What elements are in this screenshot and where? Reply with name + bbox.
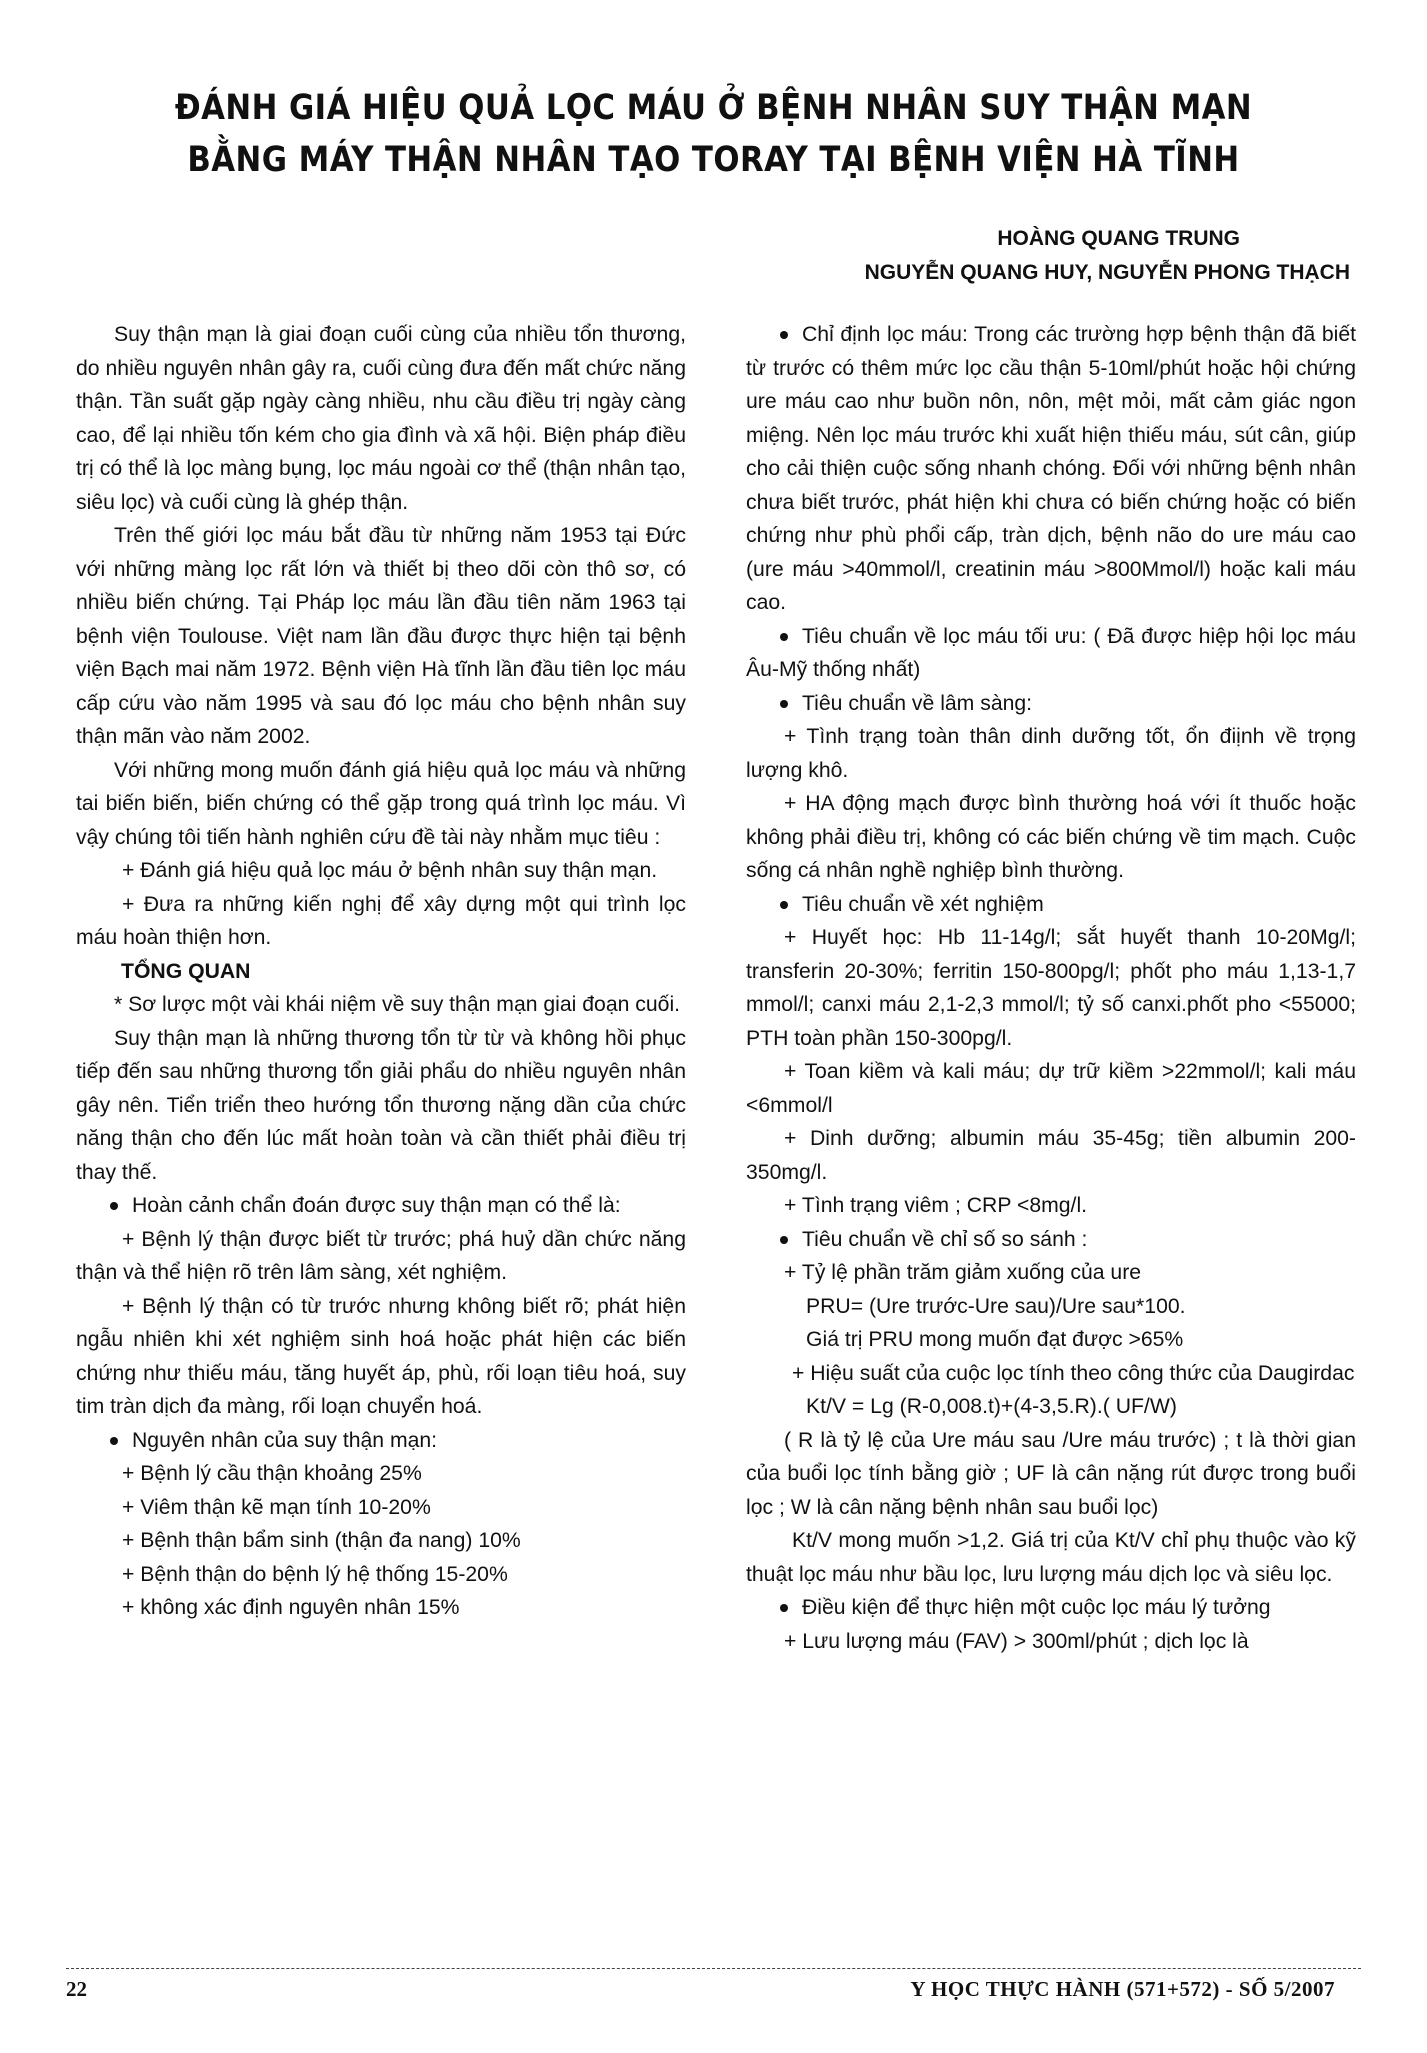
bullet-item: Nguyên nhân của suy thận mạn: bbox=[76, 1424, 686, 1458]
paragraph: + Tình trạng viêm ; CRP <8mg/l. bbox=[784, 1194, 1088, 1217]
paragraph: Kt/V mong muốn >1,2. Giá trị của Kt/V chỉ phụ thuộc vào kỹ thuật lọc máu như bầu lọc, lưu lượng máu dịch lọc và siêu lọc. bbox=[746, 1529, 1356, 1586]
paragraph: Suy thận mạn là giai đoạn cuối cùng của nhiều tổn thương, do nhiều nguyên nhân gây ra, cuối cùng đưa đến mất chức năng thận. Tần suất gặp ngày càng nhiều, nhu cầu điều trị ngày càng cao, để lại nhiều tốn kém cho gia đình và xã hội. Biện pháp điều trị có thể là lọc màng bụng, lọc máu ngoài cơ thể (thận nhân tạo, siêu lọc) và cuối cùng là ghép thận. bbox=[76, 323, 686, 514]
paragraph: * Sơ lược một vài khái niệm về suy thận mạn giai đoạn cuối. bbox=[114, 993, 681, 1016]
bullet-item: Tiêu chuẩn về lâm sàng: bbox=[746, 687, 1356, 721]
paragraph: + Tỷ lệ phần trăm giảm xuống của ure bbox=[784, 1261, 1142, 1284]
paragraph: + Hiệu suất của cuộc lọc tính theo công thức của Daugirdac bbox=[792, 1361, 1355, 1385]
paragraph: + HA động mạch được bình thường hoá với ít thuốc hoặc không phải điều trị, không có các biến chứng về tim mạch. Cuộc sống cá nhân nghề nghiệp bình thường. bbox=[746, 792, 1356, 882]
paragraph: + Đưa ra những kiến nghị để xây dựng một qui trình lọc máu hoàn thiện hơn. bbox=[76, 892, 686, 949]
paragraph: + Lưu lượng máu (FAV) > 300ml/phút ; dịch lọc là bbox=[784, 1629, 1249, 1653]
list-item: + Bệnh thận bẩm sinh (thận đa nang) 10% bbox=[122, 1529, 521, 1552]
paragraph: Trên thế giới lọc máu bắt đầu từ những năm 1953 tại Đức với những màng lọc rất lớn và thiết bị theo dõi còn thô sơ, có nhiều biến chứng. Tại Pháp lọc máu lần đầu tiên năm 1963 tại bệnh viện Toulouse. Việt nam lần đầu được thực hiện tại bệnh viện Bạch mai năm 1972. Bệnh viện Hà tĩnh lần đầu tiên lọc máu cấp cứu vào năm 1995 và sau đó lọc máu cho bệnh nhân suy thận mãn vào năm 2002. bbox=[76, 524, 686, 748]
author-block bbox=[865, 222, 1350, 290]
article-title bbox=[86, 82, 1342, 186]
formula: Kt/V = Lg (R-0,008.t)+(4-3,5.R).( UF/W) bbox=[806, 1395, 1177, 1418]
paragraph: + Tình trạng toàn thân dinh dưỡng tốt, ổn điịnh về trọng lượng khô. bbox=[746, 725, 1356, 782]
bullet-icon bbox=[780, 1604, 788, 1612]
list-item: + không xác định nguyên nhân 15% bbox=[122, 1596, 460, 1619]
list-item: + Bệnh thận do bệnh lý hệ thống 15-20% bbox=[122, 1562, 508, 1586]
paragraph: + Bệnh lý thận có từ trước nhưng không biết rõ; phát hiện ngẫu nhiên khi xét nghiệm sinh hoá hoặc phát hiện các biến chứng như thiếu máu, tăng huyết áp, phù, rối loạn tiêu hoá, suy tim tràn dịch đa màng, rối loạn chuyển hoá. bbox=[76, 1294, 686, 1418]
bullet-icon bbox=[780, 331, 788, 339]
page-footer bbox=[66, 1968, 1361, 2009]
right-column bbox=[746, 318, 1356, 1658]
title-line-1: ĐÁNH GIÁ HIỆU QUẢ LỌC MÁU Ở BỆNH NHÂN SUY THẬN MẠN bbox=[174, 88, 1253, 128]
list-item: + Bệnh lý cầu thận khoảng 25% bbox=[122, 1462, 422, 1485]
paragraph: + Dinh dưỡng; albumin máu 35-45g; tiền albumin 200-350mg/l. bbox=[746, 1127, 1356, 1184]
paragraph: ( R là tỷ lệ của Ure máu sau /Ure máu trước) ; t là thời gian của buổi lọc tính bằng giờ ; UF là cân nặng rút được trong buổi lọc ; W là cân nặng bệnh nhân sau buổi lọc) bbox=[746, 1428, 1356, 1519]
list-item: + Viêm thận kẽ mạn tính 10-20% bbox=[122, 1495, 431, 1519]
author-line-2: NGUYỄN QUANG HUY, NGUYỄN PHONG THẠCH bbox=[864, 261, 1350, 284]
bullet-icon bbox=[110, 1202, 118, 1210]
bullet-item: Tiêu chuẩn về chỉ số so sánh : bbox=[746, 1223, 1356, 1257]
bullet-item: Hoàn cảnh chẩn đoán được suy thận mạn có thể là: bbox=[76, 1189, 686, 1223]
bullet-icon bbox=[780, 901, 788, 909]
bullet-icon bbox=[780, 633, 788, 641]
bullet-item: Chỉ định lọc máu: Trong các trường hợp bệnh thận đã biết từ trước có thêm mức lọc cầu thận 5-10ml/phút hoặc hội chứng ure máu cao như buồn nôn, nôn, mệt mỏi, mất cảm giác ngon miệng. Nên lọc máu trước khi xuất hiện thiếu máu, sút cân, giúp cho cải thiện cuộc sống nhanh chóng. Đối với những bệnh nhân chưa biết trước, phát hiện khi chưa có biến chứng hoặc có biến chứng như phù phổi cấp, tràn dịch, bệnh não do ure máu cao (ure máu >40mmol/l, creatinin máu >800Mmol/l) hoặc kali máu cao. bbox=[746, 323, 1356, 614]
page-number: 22 bbox=[66, 1977, 87, 2001]
formula: PRU= (Ure trước-Ure sau)/Ure sau*100. bbox=[806, 1294, 1186, 1318]
bullet-item: Điều kiện để thực hiện một cuộc lọc máu lý tưởng bbox=[746, 1591, 1356, 1625]
paragraph: + Bệnh lý thận được biết từ trước; phá huỷ dần chức năng thận và thể hiện rõ trên lâm sàng, xét nghiệm. bbox=[76, 1227, 686, 1284]
bullet-item: Tiêu chuẩn về xét nghiệm bbox=[746, 888, 1356, 922]
paragraph: Với những mong muốn đánh giá hiệu quả lọc máu và những tai biến biến, biến chứng có thể gặp trong quá trình lọc máu. Vì vậy chúng tôi tiến hành nghiên cứu đề tài này nhằm mục tiêu : bbox=[76, 758, 686, 849]
title-line-2: BẰNG MÁY THẬN NHÂN TẠO TORAY TẠI BỆNH VIỆN HÀ TĨNH bbox=[187, 140, 1240, 180]
journal-citation: Y HỌC THỰC HÀNH (571+572) - SỐ 5/2007 bbox=[910, 1977, 1335, 2001]
bullet-icon bbox=[110, 1437, 118, 1445]
paragraph: + Toan kiềm và kali máu; dự trữ kiềm >22mmol/l; kali máu <6mmol/l bbox=[746, 1060, 1356, 1117]
section-heading: TỔNG QUAN bbox=[121, 959, 251, 983]
paragraph: + Huyết học: Hb 11-14g/l; sắt huyết thanh 10-20Mg/l; transferin 20-30%; ferritin 150-800pg/l; phốt pho máu 1,13-1,7 mmol/l; canxi máu 2,1-2,3 mmol/l; tỷ số canxi.phốt pho <55000; PTH toàn phần 150-300pg/l. bbox=[746, 926, 1356, 1050]
paragraph: + Đánh giá hiệu quả lọc máu ở bệnh nhân suy thận mạn. bbox=[122, 859, 658, 882]
paragraph: Giá trị PRU mong muốn đạt được >65% bbox=[806, 1328, 1184, 1351]
bullet-item: Tiêu chuẩn về lọc máu tối ưu: ( Đã được hiệp hội lọc máu Âu-Mỹ thống nhất) bbox=[746, 624, 1356, 681]
author-line-1: HOÀNG QUANG TRUNG bbox=[997, 227, 1240, 250]
bullet-icon bbox=[780, 1236, 788, 1244]
bullet-icon bbox=[780, 700, 788, 708]
left-column bbox=[76, 318, 686, 1625]
paragraph: Suy thận mạn là những thương tổn từ từ và không hồi phục tiếp đến sau những thương tổn giải phẩu do nhiều nguyên nhân gây nên. Tiển triển theo hướng tổn thương nặng dần của chức năng thận cho đến lúc mất hoàn toàn và cần thiết phải điều trị thay thế. bbox=[76, 1026, 686, 1184]
